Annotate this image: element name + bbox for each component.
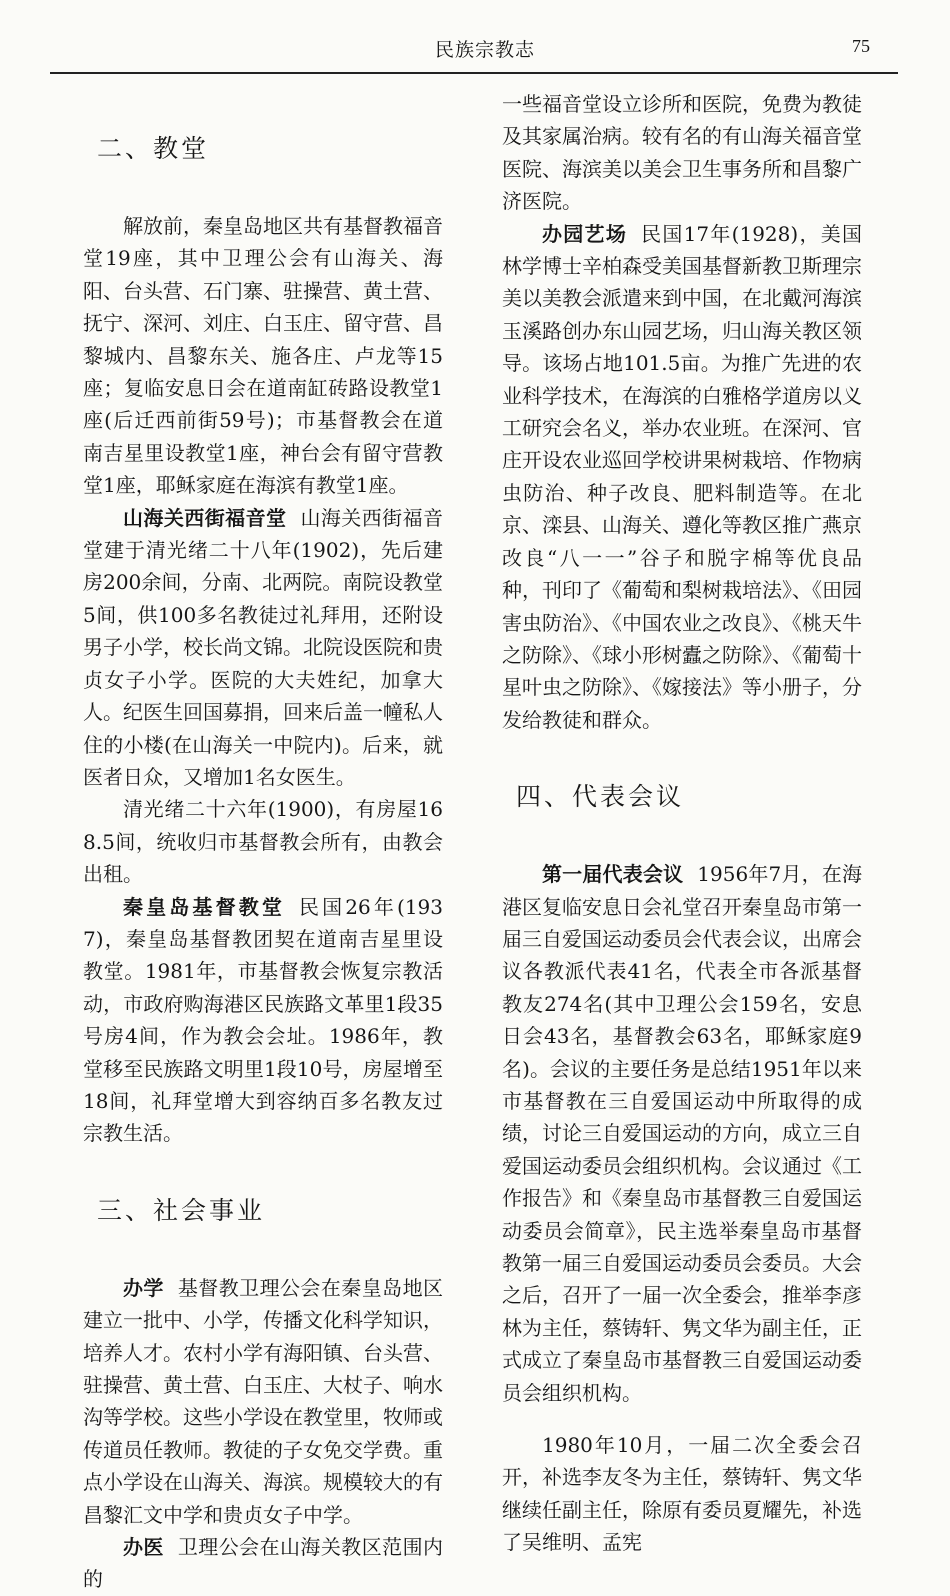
header-rule bbox=[50, 72, 898, 74]
body-horticulture: 民国17年(1928)，美国林学博士辛柏森受美国基督新教卫斯理宗美以美教会派遣来到中国，在北戴河海滨玉溪路创办东山园艺场，归山海关教区领导。该场占地101.5亩。为推广先进的农业科学技术，在海滨的白雅格学道房以义工研究会名义，举办农业班。在深河、官庄开设农业巡回学校讲果树栽培、作物病虫防治、种子改良、肥料制造等。在北京、滦县、山海关、遵化等教区推广燕京改良“八一一”谷子和脱字棉等优良品种，刊印了《葡萄和梨树栽培法》、《田园害虫防治》、《中国农业之改良》、《桃天牛之防除》、《球小形树蠹之防除》、《葡萄十星叶虫之防除》、《嫁接法》等小册子，分发给教徒和群众。 bbox=[502, 221, 863, 732]
body-medical: 卫理公会在山海关教区范围内的 bbox=[83, 1535, 444, 1592]
section-heading-congress: 四、代表会议 bbox=[516, 782, 685, 812]
term-qinhuangdao-church: 秦皇岛基督教堂 bbox=[123, 894, 285, 919]
right-column bbox=[502, 88, 862, 1559]
body-schools: 基督教卫理公会在秦皇岛地区建立一批中、小学，传播文化科学知识，培养人才。农村小学有海阳镇、台头营、驻操营、黄土营、白玉庄、大杖子、响水沟等学校。这些小学设在教堂里，牧师或传道员任教师。教徒的子女免交学费。重点小学设在山海关、海滨。规模较大的有昌黎汇文中学和贵贞女子中学。 bbox=[83, 1275, 444, 1527]
left-column bbox=[83, 88, 443, 1596]
term-schools: 办学 bbox=[123, 1275, 164, 1300]
term-medical: 办医 bbox=[123, 1535, 164, 1560]
paragraph-shanhaiguan-church bbox=[83, 502, 443, 794]
term-horticulture: 办园艺场 bbox=[542, 221, 628, 246]
running-header-title: 民族宗教志 bbox=[434, 39, 535, 61]
body-qinhuangdao-church: 民国26年(1937)，秦皇岛基督教团契在道南吉星里设教堂。1981年，市基督教会恢复宗教活动，市政府购海港区民族路文革里1段35号房4间，作为教会会址。1986年，教堂移至民族路文明里1段10号，房屋增至18间，礼拜堂增大到容纳百多名教友过宗教生活。 bbox=[83, 894, 443, 1146]
body-first-congress: 1956年7月，在海港区复临安息日会礼堂召开秦皇岛市第一届三自爱国运动委员会代表会议，出席会议各教派代表41名，代表全市各派基督教友274名(其中卫理公会159名，安息日会43名，基督教会63名，耶稣家庭9名)。会议的主要任务是总结1951年以来市基督教在三自爱国运动中所取得的成绩，讨论三自爱国运动的方向，成立三自爱国运动委员会组织机构。会议通过《工作报告》和《秦皇岛市基督教三自爱国运动委员会简章》，民主选举秦皇岛市基督教第一届三自爱国运动委员会委员。大会之后，召开了一届一次全委会，推举李彦林为主任，蔡铸轩、隽文华为副主任，正式成立了秦皇岛市基督教三自爱国运动委员会组织机构。 bbox=[502, 862, 863, 1405]
term-shanhaiguan-church: 山海关西街福音堂 bbox=[123, 505, 287, 530]
paragraph-schools bbox=[83, 1272, 443, 1531]
section-heading-social-affairs: 三、社会事业 bbox=[97, 1195, 266, 1225]
paragraph-churches-overview: 解放前，秦皇岛地区共有基督教福音堂19座，其中卫理公会有山海关、海阳、台头营、石门寨、驻操营、黄土营、抚宁、深河、刘庄、白玉庄、留守营、昌黎城内、昌黎东关、施各庄、卢龙等15座；复临安息日会在道南缸砖路设教堂1座(后迁西前街59号)；市基督教会在道南吉星里设教堂1座，神台会有留守营教堂1座，耶稣家庭在海滨有教堂1座。 bbox=[83, 214, 443, 498]
paragraph-first-congress bbox=[502, 858, 862, 1409]
paragraph-qinhuangdao-church bbox=[83, 891, 443, 1150]
page-number: 75 bbox=[852, 36, 870, 56]
paragraph-medical bbox=[83, 1531, 443, 1596]
paragraph-property-1900: 清光绪二十六年(1900)，有房屋168.5间，统收归市基督教会所有，由教会出租。 bbox=[83, 797, 443, 887]
paragraph-medical-continued: 一些福音堂设立诊所和医院，免费为教徒及其家属治病。较有名的有山海关福音堂医院、海滨美以美会卫生事务所和昌黎广济医院。 bbox=[502, 92, 862, 214]
section-heading-churches: 二、教堂 bbox=[97, 134, 210, 163]
body-shanhaiguan-church: 山海关西街福音堂建于清光绪二十八年(1902)，先后建房200余间，分南、北两院。南院设教堂5间，供100多名教徒过礼拜用，还附设男子小学，校长尚文锦。北院设医院和贵贞女子小学。医院的大夫姓纪，加拿大人。纪医生回国募捐，回来后盖一幢私人住的小楼(在山海关一中院内)。后来，就医者日众，又增加1名女医生。 bbox=[83, 505, 444, 789]
paragraph-1980-session: 1980年10月，一届二次全委会召开，补选李友冬为主任，蔡铸轩、隽文华继续任副主任，除原有委员夏耀先，补选了吴维明、孟宪 bbox=[502, 1433, 862, 1555]
term-first-congress: 第一届代表会议 bbox=[542, 862, 684, 887]
paragraph-horticulture bbox=[502, 218, 862, 737]
